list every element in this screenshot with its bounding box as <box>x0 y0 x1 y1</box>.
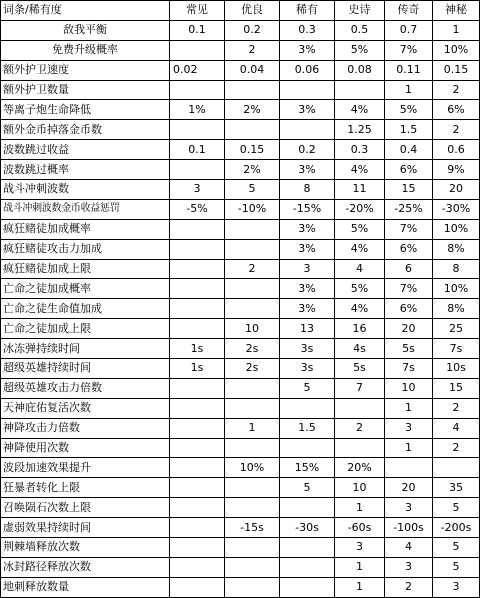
value-cell <box>170 478 225 498</box>
header-cell-legendary: 传奇 <box>385 1 433 21</box>
table-row <box>1 279 480 299</box>
value-cell: 3% <box>280 299 335 319</box>
value-cell: 0.04 <box>225 60 280 80</box>
value-cell: 10 <box>385 378 433 398</box>
value-cell: 1.5 <box>385 120 433 140</box>
value-cell: 3 <box>385 557 433 577</box>
header-cell-mythic: 神秘 <box>433 1 480 21</box>
row-label: 波数跳过概率 <box>1 160 170 180</box>
table-row <box>1 140 480 160</box>
value-cell <box>170 557 225 577</box>
value-cell <box>225 557 280 577</box>
value-cell <box>280 120 335 140</box>
value-cell: -25% <box>385 199 433 219</box>
value-cell: 0.2 <box>225 20 280 40</box>
table-row <box>1 160 480 180</box>
value-cell: 3 <box>280 259 335 279</box>
value-cell: 0.1 <box>170 20 225 40</box>
value-cell: 10 <box>225 319 280 339</box>
table-row <box>1 299 480 319</box>
value-cell: 1% <box>170 100 225 120</box>
value-cell <box>335 80 385 100</box>
value-cell: 1 <box>335 577 385 597</box>
value-cell: 5 <box>433 498 480 518</box>
value-cell: 3s <box>280 339 335 359</box>
table-row <box>1 100 480 120</box>
value-cell: 1 <box>225 418 280 438</box>
value-cell: 1s <box>170 359 225 379</box>
value-cell: -30% <box>433 199 480 219</box>
table-row <box>1 378 480 398</box>
value-cell: -100s <box>385 518 433 538</box>
value-cell <box>225 498 280 518</box>
value-cell: 0.02 <box>170 60 225 80</box>
value-cell: 3s <box>280 359 335 379</box>
value-cell: 20% <box>335 458 385 478</box>
value-cell: -20% <box>335 199 385 219</box>
value-cell: 3% <box>280 40 335 60</box>
value-cell <box>280 498 335 518</box>
value-cell <box>225 538 280 558</box>
row-label: 天神庇佑复活次数 <box>1 398 170 418</box>
value-cell: 2 <box>433 120 480 140</box>
table-header <box>1 1 480 21</box>
value-cell: 9% <box>433 160 480 180</box>
value-cell <box>225 478 280 498</box>
value-cell: 3% <box>280 239 335 259</box>
value-cell: 1s <box>170 339 225 359</box>
value-cell <box>225 239 280 259</box>
table-row <box>1 199 480 219</box>
value-cell: 2s <box>225 359 280 379</box>
value-cell: 6% <box>385 160 433 180</box>
value-cell: 6% <box>385 239 433 259</box>
value-cell: 2 <box>225 259 280 279</box>
value-cell <box>170 398 225 418</box>
value-cell: 4% <box>335 100 385 120</box>
value-cell: 0.5 <box>335 20 385 40</box>
header-cell-epic: 史诗 <box>335 1 385 21</box>
value-cell: 8 <box>433 259 480 279</box>
value-cell: 7% <box>385 40 433 60</box>
value-cell: 5s <box>385 339 433 359</box>
value-cell: 10 <box>335 478 385 498</box>
value-cell: 11 <box>335 180 385 200</box>
value-cell: 3% <box>280 279 335 299</box>
row-label: 荆棘墙释放次数 <box>1 538 170 558</box>
table-row <box>1 239 480 259</box>
value-cell <box>170 518 225 538</box>
value-cell: 4 <box>335 259 385 279</box>
row-label: 战斗冲刺波数金币收益惩罚 <box>1 199 170 219</box>
table-row <box>1 120 480 140</box>
value-cell: 3% <box>280 100 335 120</box>
table-row <box>1 438 480 458</box>
value-cell: 2 <box>433 80 480 100</box>
value-cell <box>170 538 225 558</box>
value-cell <box>170 120 225 140</box>
value-cell: 4% <box>335 299 385 319</box>
value-cell <box>170 378 225 398</box>
value-cell: 10% <box>225 458 280 478</box>
value-cell: 1 <box>335 498 385 518</box>
value-cell: 5 <box>433 557 480 577</box>
value-cell <box>280 438 335 458</box>
value-cell: -30s <box>280 518 335 538</box>
value-cell <box>170 438 225 458</box>
header-cell-attribute: 词条/稀有度 <box>1 1 170 21</box>
value-cell: 5% <box>335 279 385 299</box>
table-row <box>1 319 480 339</box>
value-cell <box>280 398 335 418</box>
value-cell: 0.2 <box>280 140 335 160</box>
value-cell: 3% <box>280 219 335 239</box>
table-row <box>1 60 480 80</box>
value-cell <box>335 398 385 418</box>
row-label: 亡命之徒加成概率 <box>1 279 170 299</box>
value-cell: 3 <box>385 498 433 518</box>
value-cell: 10% <box>433 40 480 60</box>
value-cell <box>170 80 225 100</box>
value-cell: 7% <box>385 219 433 239</box>
value-cell <box>225 219 280 239</box>
value-cell: 0.1 <box>170 140 225 160</box>
header-cell-fine: 优良 <box>225 1 280 21</box>
value-cell <box>170 319 225 339</box>
row-label: 疯狂赌徒加成上限 <box>1 259 170 279</box>
value-cell: 7s <box>385 359 433 379</box>
value-cell: 15 <box>433 378 480 398</box>
value-cell: 1 <box>335 557 385 577</box>
value-cell: 2 <box>225 40 280 60</box>
value-cell: 4s <box>335 339 385 359</box>
value-cell: 0.15 <box>225 140 280 160</box>
value-cell: 5 <box>280 478 335 498</box>
value-cell: 1 <box>433 20 480 40</box>
row-label: 波段加速效果提升 <box>1 458 170 478</box>
row-label: 地刺释放数量 <box>1 577 170 597</box>
value-cell <box>280 557 335 577</box>
row-label: 额外金币掉落金币数 <box>1 120 170 140</box>
value-cell <box>170 219 225 239</box>
table-row <box>1 259 480 279</box>
value-cell <box>335 438 385 458</box>
value-cell: 8 <box>280 180 335 200</box>
table-row <box>1 359 480 379</box>
value-cell: 5% <box>335 219 385 239</box>
value-cell <box>225 299 280 319</box>
row-label: 超级英雄持续时间 <box>1 359 170 379</box>
value-cell: 3 <box>385 418 433 438</box>
value-cell <box>170 160 225 180</box>
value-cell: 4 <box>385 538 433 558</box>
value-cell: 1 <box>385 398 433 418</box>
row-label: 敌我平衡 <box>1 20 170 40</box>
value-cell: 1.5 <box>280 418 335 438</box>
value-cell: 5 <box>433 538 480 558</box>
value-cell: 20 <box>433 180 480 200</box>
value-cell: 0.06 <box>280 60 335 80</box>
value-cell: 0.3 <box>335 140 385 160</box>
table-row <box>1 20 480 40</box>
row-label: 亡命之徒生命值加成 <box>1 299 170 319</box>
value-cell <box>433 458 480 478</box>
value-cell: 2% <box>225 160 280 180</box>
value-cell: 10s <box>433 359 480 379</box>
table-row <box>1 518 480 538</box>
header-cell-common: 常见 <box>170 1 225 21</box>
value-cell: -10% <box>225 199 280 219</box>
value-cell <box>225 378 280 398</box>
row-label: 虚弱效果持续时间 <box>1 518 170 538</box>
value-cell: 7s <box>433 339 480 359</box>
value-cell: 4% <box>335 160 385 180</box>
row-label: 额外护卫速度 <box>1 60 170 80</box>
value-cell: 3 <box>433 577 480 597</box>
value-cell: 6% <box>385 299 433 319</box>
value-cell: 3 <box>335 538 385 558</box>
value-cell <box>225 80 280 100</box>
row-label: 等离子炮生命降低 <box>1 100 170 120</box>
value-cell <box>225 438 280 458</box>
value-cell: -60s <box>335 518 385 538</box>
value-cell: 0.3 <box>280 20 335 40</box>
value-cell: 8% <box>433 299 480 319</box>
header-cell-rare: 稀有 <box>280 1 335 21</box>
value-cell <box>280 538 335 558</box>
value-cell: -15s <box>225 518 280 538</box>
value-cell: 5s <box>335 359 385 379</box>
row-label: 冰冻弹持续时间 <box>1 339 170 359</box>
table-row <box>1 339 480 359</box>
value-cell: 3 <box>170 180 225 200</box>
value-cell <box>170 40 225 60</box>
value-cell: 2 <box>385 577 433 597</box>
row-label: 神降使用次数 <box>1 438 170 458</box>
value-cell: 10% <box>433 279 480 299</box>
value-cell: 13 <box>280 319 335 339</box>
value-cell <box>280 80 335 100</box>
value-cell: 15% <box>280 458 335 478</box>
value-cell <box>170 239 225 259</box>
value-cell: 20 <box>385 319 433 339</box>
table-row <box>1 557 480 577</box>
value-cell: 0.11 <box>385 60 433 80</box>
row-label: 超级英雄攻击力倍数 <box>1 378 170 398</box>
table-row <box>1 458 480 478</box>
value-cell: 7 <box>335 378 385 398</box>
value-cell: -15% <box>280 199 335 219</box>
value-cell: 16 <box>335 319 385 339</box>
value-cell <box>170 279 225 299</box>
value-cell: 0.15 <box>433 60 480 80</box>
value-cell: 4% <box>335 239 385 259</box>
value-cell <box>170 418 225 438</box>
row-label: 神降攻击力倍数 <box>1 418 170 438</box>
value-cell <box>225 577 280 597</box>
value-cell: 0.4 <box>385 140 433 160</box>
value-cell <box>225 279 280 299</box>
value-cell: 0.6 <box>433 140 480 160</box>
table-row <box>1 40 480 60</box>
value-cell <box>225 120 280 140</box>
value-cell: 1 <box>385 438 433 458</box>
value-cell: 5 <box>225 180 280 200</box>
value-cell: 2 <box>335 418 385 438</box>
value-cell: 0.08 <box>335 60 385 80</box>
value-cell: 6 <box>385 259 433 279</box>
value-cell: 4 <box>433 418 480 438</box>
row-label: 狂暴者转化上限 <box>1 478 170 498</box>
value-cell <box>170 259 225 279</box>
value-cell <box>225 398 280 418</box>
table-row <box>1 498 480 518</box>
table-row <box>1 219 480 239</box>
header-row <box>1 1 480 21</box>
value-cell <box>280 577 335 597</box>
value-cell: 2s <box>225 339 280 359</box>
row-label: 召唤陨石次数上限 <box>1 498 170 518</box>
value-cell: 3% <box>280 160 335 180</box>
table-row <box>1 577 480 597</box>
value-cell: -5% <box>170 199 225 219</box>
value-cell: 15 <box>385 180 433 200</box>
table-row <box>1 398 480 418</box>
table-row <box>1 538 480 558</box>
value-cell: 2 <box>433 398 480 418</box>
value-cell: -200s <box>433 518 480 538</box>
value-cell: 8% <box>433 239 480 259</box>
row-label: 额外护卫数量 <box>1 80 170 100</box>
value-cell <box>170 458 225 478</box>
value-cell: 5% <box>385 100 433 120</box>
value-cell: 20 <box>385 478 433 498</box>
value-cell: 35 <box>433 478 480 498</box>
value-cell: 1.25 <box>335 120 385 140</box>
value-cell <box>170 299 225 319</box>
value-cell: 2% <box>225 100 280 120</box>
row-label: 免费升级概率 <box>1 40 170 60</box>
value-cell: 6% <box>433 100 480 120</box>
row-label: 冰封路径释放次数 <box>1 557 170 577</box>
value-cell: 2 <box>433 438 480 458</box>
row-label: 亡命之徒加成上限 <box>1 319 170 339</box>
value-cell: 0.7 <box>385 20 433 40</box>
value-cell: 25 <box>433 319 480 339</box>
row-label: 疯狂赌徒攻击力加成 <box>1 239 170 259</box>
table-row <box>1 80 480 100</box>
value-cell: 1 <box>385 80 433 100</box>
table-row <box>1 418 480 438</box>
value-cell: 7% <box>385 279 433 299</box>
table-row <box>1 478 480 498</box>
value-cell: 10% <box>433 219 480 239</box>
value-cell <box>170 498 225 518</box>
row-label: 疯狂赌徒加成概率 <box>1 219 170 239</box>
row-label: 战斗冲刺波数 <box>1 180 170 200</box>
table-row <box>1 180 480 200</box>
value-cell <box>385 458 433 478</box>
value-cell: 5% <box>335 40 385 60</box>
value-cell: 5 <box>280 378 335 398</box>
table-body <box>1 20 480 597</box>
row-label: 波数跳过收益 <box>1 140 170 160</box>
value-cell <box>170 577 225 597</box>
